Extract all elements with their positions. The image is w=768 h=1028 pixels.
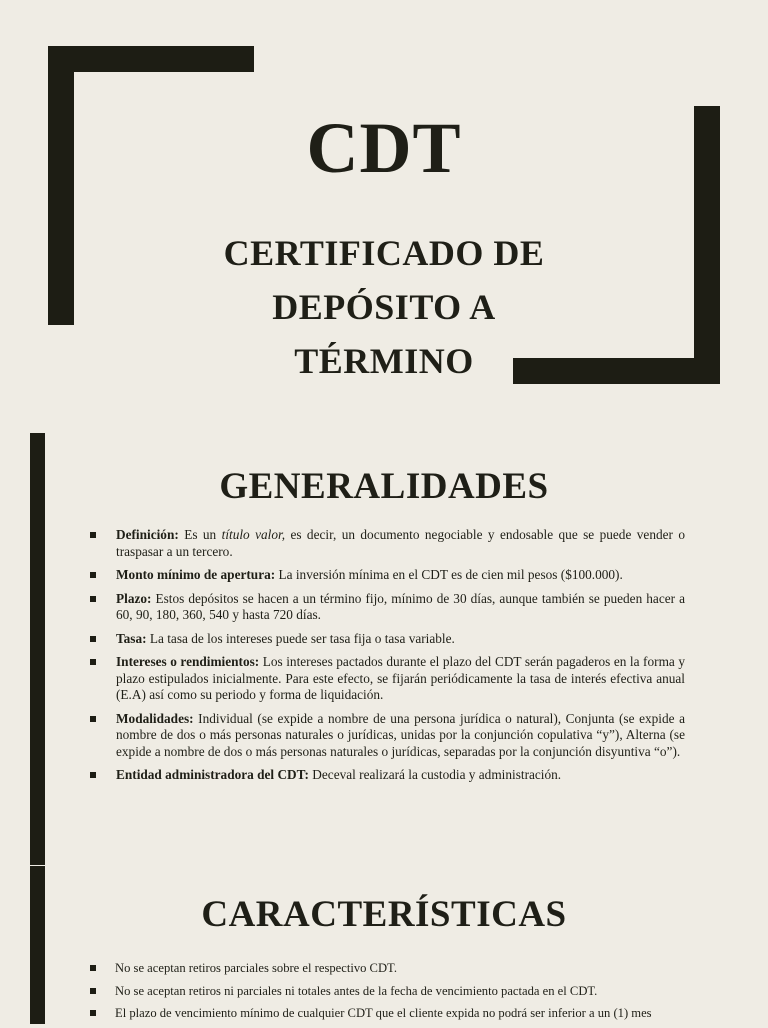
item-text: Estos depósitos se hacen a un término fijo, mínimo de 30 días, aunque también se pueden hacer a 60, 90, 180, 360, 540 y hasta 720 días. <box>116 590 685 622</box>
corner-bracket-top-left-horizontal <box>48 46 254 72</box>
square-bullet-icon <box>90 659 96 665</box>
list-item-tasa <box>90 631 685 648</box>
square-bullet-icon <box>90 988 96 994</box>
square-bullet-icon <box>90 636 96 642</box>
list-item-intereses <box>90 654 685 704</box>
list-item-modalidades <box>90 711 685 761</box>
slide-accent-bar-caracteristicas <box>30 866 45 1024</box>
section-title-caracteristicas: CARACTERÍSTICAS <box>201 894 567 935</box>
item-label: Monto mínimo de apertura: <box>116 567 276 582</box>
item-text: Individual (se expide a nombre de una persona jurídica o natural), Conjunta (se expide a nombre de dos o más personas naturales o jurídicas, unidas por la conjunción copulativa “y”), Alterna (se expide a nombre de dos o más personas naturales o jurídicas, separadas por la conjunción disyuntiva “o”). <box>116 710 685 759</box>
item-text: Deceval realizará la custodia y administración. <box>308 767 562 782</box>
square-bullet-icon <box>90 965 96 971</box>
square-bullet-icon <box>90 716 96 722</box>
list-item-entidad <box>90 767 685 784</box>
item-text: es decir, un documento negociable y endosable que se puede vender o traspasar a un tercero. <box>116 527 685 559</box>
item-label: Intereses o rendimientos: <box>116 654 260 669</box>
slide-title: CDT <box>306 108 462 188</box>
section-title-generalidades: GENERALIDADES <box>219 466 549 507</box>
caracteristicas-list <box>90 960 696 1028</box>
list-item <box>90 960 696 977</box>
list-item-plazo <box>90 591 685 624</box>
square-bullet-icon <box>90 532 96 538</box>
square-bullet-icon <box>90 596 96 602</box>
list-item <box>90 983 696 1000</box>
list-item-monto <box>90 567 685 584</box>
item-label: Tasa: <box>116 630 147 646</box>
square-bullet-icon <box>90 1010 96 1016</box>
slide-subtitle: CERTIFICADO DE DEPÓSITO A TÉRMINO <box>223 233 545 381</box>
generalidades-list <box>90 527 685 791</box>
list-item-definicion <box>90 527 685 560</box>
item-text: La inversión mínima en el CDT es de cien mil pesos ($100.000). <box>275 567 623 582</box>
item-label: Definición: <box>116 527 179 542</box>
item-label: Modalidades: <box>116 710 194 726</box>
item-text: No se aceptan retiros parciales sobre el respectivo CDT. <box>115 961 397 975</box>
item-text: No se aceptan retiros ni parciales ni totales antes de la fecha de vencimiento pactada en el CDT. <box>115 983 598 998</box>
item-text: La tasa de los intereses puede ser tasa fija o tasa variable. <box>146 630 455 646</box>
item-emphasis: título valor, <box>221 527 286 542</box>
square-bullet-icon <box>90 572 96 578</box>
item-label: Plazo: <box>116 590 152 606</box>
item-text: Los intereses pactados durante el plazo del CDT serán pagaderos en la forma y plazo estipulados inicialmente. Para este efecto, se fijarán periódicamente la tasa de interés efectiva anual (E.A) así como su periodo y forma de liquidación. <box>116 654 685 702</box>
square-bullet-icon <box>90 772 96 778</box>
list-item <box>90 1005 696 1022</box>
item-text: Es un <box>178 527 222 542</box>
item-text: El plazo de vencimiento mínimo de cualquier CDT que el cliente expida no podrá ser inferior a un (1) mes <box>115 1006 652 1020</box>
corner-bracket-top-left-vertical <box>48 46 74 325</box>
item-label: Entidad administradora del CDT: <box>116 767 309 782</box>
